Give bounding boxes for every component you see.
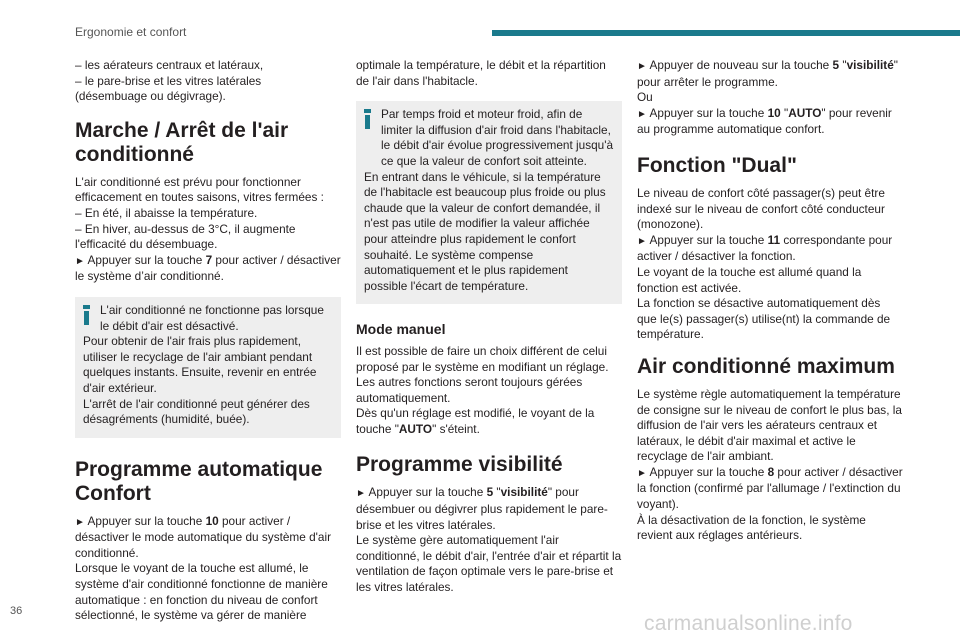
info-text: En entrant dans le véhicule, si la température de l'habitacle est beaucoup plus froide ou plus chaude que la valeur de confort demandée, il n'est pas utile de modifier la valeur affichée pour atteindre plus rapidement le confort souhaité. Le système compense automatiquement et le plus rapidement possible l'écart de température. (364, 169, 606, 293)
info-text: L'air conditionné ne fonctionne pas lorsque le débit d'air est désactivé. (100, 302, 324, 333)
manual-text: Dès qu'un réglage est modifié, le voyant de la touche "AUTO" s'éteint. (356, 406, 595, 436)
info-text: Pour obtenir de l'air frais plus rapidement, utiliser le recyclage de l'air ambiant pendant quelques instants. Ensuite, revenir en entrée d'air extérieur. (83, 334, 317, 395)
info-icon (364, 109, 371, 129)
max-text: À la désactivation de la fonction, le système revient aux réglages antérieurs. (637, 512, 866, 543)
heading-prog-comfort: Programme automatique Confort (75, 457, 323, 505)
info-box-ac (75, 297, 341, 438)
or-text: Ou (637, 90, 653, 105)
intro-line: – les aérateurs centraux et latéraux, (75, 58, 264, 72)
arrow-icon: ► (75, 516, 85, 528)
arrow-icon: ► (637, 467, 647, 479)
auto-step: ► Appuyer sur la touche 10 "AUTO" pour revenir au programme automatique confort. (637, 105, 892, 137)
info-text: L'arrêt de l'air conditionné peut générer des désagréments (humidité, buée). (83, 396, 310, 427)
arrow-icon: ► (637, 61, 647, 72)
info-box-cold (356, 101, 622, 304)
column-3 (637, 58, 903, 544)
column-2 (356, 58, 622, 596)
stop-step: ► Appuyer de nouveau sur la touche 5 "visibilité" pour arrêter le programme. (637, 58, 898, 89)
intro-line: (désembuage ou dégivrage). (75, 89, 226, 104)
column-1 (75, 58, 341, 624)
heading-manual-mode: Mode manuel (356, 321, 446, 338)
info-text: Par temps froid et moteur froid, afin de limiter la diffusion d'air froid dans l'habitacle, le débit d'air évolue progressivement jusqu'à ce que la valeur de confort soit atteinte. (381, 107, 614, 168)
ac-step: ► Appuyer sur la touche 7 pour activer / désactiver le système d’air conditionné. (75, 252, 341, 284)
heading-ac-max: Air conditionné maximum (637, 354, 895, 378)
vis-text: Le système gère automatiquement l'air conditionné, le débit d'air, l'entrée d'air et répartit la ventilation de façon optimale vers le pare-brise et les vitres latérales. (356, 533, 622, 595)
dual-text: Le voyant de la touche est allumé quand la fonction est activée. (637, 264, 862, 295)
ac-text: – En hiver, au-dessus de 3°C, il augmente l'efficacité du désembuage. (75, 221, 296, 252)
watermark: carmanualsonline.info (644, 612, 853, 635)
heading-ac-on-off: Marche / Arrêt de l'air conditionné (75, 118, 289, 166)
arrow-icon: ► (356, 488, 366, 500)
prog-step: ► Appuyer sur la touche 10 pour activer / désactiver le mode automatique du système d'air conditionné. (75, 513, 332, 560)
ac-text: L'air conditionné est prévu pour fonctionner efficacement en toutes saisons, vitres fermées : (75, 174, 324, 205)
heading-dual: Fonction "Dual" (637, 153, 797, 177)
header-accent-bar (492, 30, 960, 36)
ac-text: – En été, il abaisse la température. (75, 205, 258, 220)
dual-step: ► Appuyer sur la touche 11 correspondante pour activer / désactiver la fonction. (637, 232, 893, 264)
manual-text: Il est possible de faire un choix différent de celui proposé par le système en modifiant un réglage. Les autres fonctions seront toujours gérées automatiquement. (356, 343, 609, 405)
arrow-icon: ► (637, 235, 647, 247)
dual-text: Le niveau de confort côté passager(s) peut être indexé sur le niveau de confort côté conducteur (monozone). (637, 185, 885, 232)
dual-text: La fonction se désactive automatiquement dès que le(s) passager(s) utilise(nt) la commande de température. (637, 296, 891, 342)
arrow-icon: ► (637, 108, 647, 120)
prog-text: Lorsque le voyant de la touche est allumé, le système d'air conditionné fonctionne de manière automatique : en fonction du niveau de confort sélectionné, le système va gérer de manière (75, 561, 328, 623)
heading-visibility: Programme visibilité (356, 453, 563, 477)
page-number: 36 (10, 605, 23, 617)
arrow-icon: ► (75, 255, 85, 267)
continued-text: optimale la température, le débit et la répartition de l'air dans l'habitacle. (356, 58, 606, 88)
info-icon (83, 305, 90, 325)
vis-step: ► Appuyer sur la touche 5 "visibilité" pour désembuer ou dégivrer plus rapidement le pare-brise et les vitres latérales. (356, 485, 608, 532)
max-step: ► Appuyer sur la touche 8 pour activer / désactiver la fonction (confirmé par l'allumage / l'extinction du voyant). (637, 464, 903, 512)
intro-line: – le pare-brise et les vitres latérales (75, 73, 262, 88)
section-header-title: Ergonomie et confort (75, 25, 187, 39)
max-text: Le système règle automatiquement la température de consigne sur le niveau de confort le plus bas, la diffusion de l'air vers les aérateurs centraux et latéraux, le débit d'air maximal et active le recyclage de l'air ambiant. (637, 386, 902, 464)
